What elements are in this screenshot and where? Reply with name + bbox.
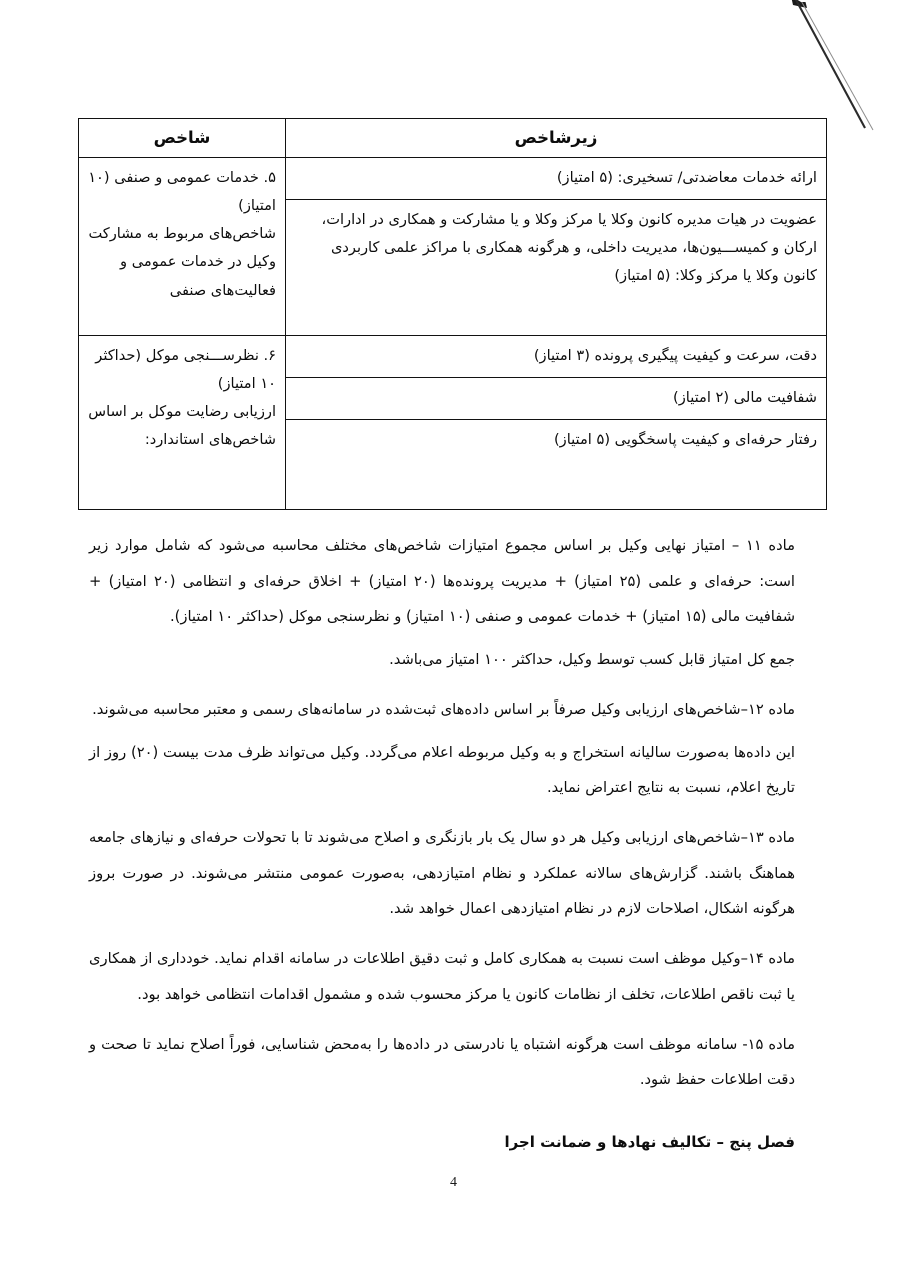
indicator-6-description: ارزیابی رضایت موکل بر اساس شاخص‌های استاندارد:: [88, 403, 276, 449]
article-15-paragraph-1: ماده ۱۵- سامانه موظف است هرگونه اشتباه یا نادرستی در داده‌ها را به‌محض شناسایی، فوراً اصلاح نماید تا صحت و دقت اطلاعات حفظ شود.: [89, 1035, 795, 1089]
column-header-shakhes: شاخص: [79, 119, 286, 158]
indicator-table: [78, 118, 827, 510]
article-body: [89, 528, 795, 1168]
column-header-zirshakhes: زیرشاخص: [286, 119, 827, 158]
indicator-5-title: ۵. خدمات عمومی و صنفی (۱۰ امتیاز): [88, 169, 276, 215]
chapter-5-heading: فصل پنج – تکالیف نهادها و ضمانت اجرا: [504, 1133, 795, 1152]
cell-subindicator-2: عضویت در هیات مدیره کانون وکلا یا مرکز وکلا و یا مشارکت و همکاری در ادارات، ارکان و کمیســـیون‌ها، مدیریت داخلی، و هرگونه همکاری با مراکز علمی کاربردی کانون وکلا یا مرکز وکلا: (۵ امتیاز): [286, 200, 827, 336]
cell-indicator-group-6: [79, 336, 286, 509]
article-12-paragraph-1: ماده ۱۲–شاخص‌های ارزیابی وکیل صرفاً بر اساس داده‌های ثبت‌شده در سامانه‌های رسمی و معتبر محاسبه می‌شوند.: [92, 700, 795, 718]
indicator-5-description: شاخص‌های مربوط به مشارکت وکیل در خدمات عمومی و فعالیت‌های صنفی: [88, 225, 276, 299]
article-12-paragraph-2: این داده‌ها به‌صورت سالیانه استخراج و به وکیل مربوطه اعلام می‌گردد. وکیل می‌تواند ظرف مدت بیست (۲۰) روز از تاریخ اعلام، نسبت به نتایج اعتراض نماید.: [89, 743, 795, 797]
article-14-paragraph-1: ماده ۱۴–وکیل موظف است نسبت به همکاری کامل و ثبت دقیق اطلاعات در سامانه اقدام نماید. خودداری از همکاری یا ثبت ناقص اطلاعات، تخلف از نظامات کانون یا مرکز محسوب شده و مشمول اقدامات انتظامی خواهد بود.: [89, 950, 795, 1003]
table-header-row: [79, 119, 827, 158]
scan-edge-artifact: [747, 0, 907, 131]
article-13-paragraph-1: ماده ۱۳–شاخص‌های ارزیابی وکیل هر دو سال یک بار بازنگری و اصلاح می‌شوند تا با تحولات حرفه‌ای و نیازهای جامعه هماهنگ باشند. گزارش‌های سالانه عملکرد و نظام امتیازدهی، به‌صورت عمومی منتشر می‌شوند. در صورت بروز هرگونه اشکال، اصلاحات لازم در نظام امتیازدهی اعمال خواهد شد.: [89, 829, 796, 918]
cell-subindicator-5: رفتار حرفه‌ای و کیفیت پاسخگویی (۵ امتیاز): [286, 419, 827, 509]
table-row: [79, 158, 827, 200]
table-row: [79, 336, 827, 378]
cell-subindicator-3: دقت، سرعت و کیفیت پیگیری پرونده (۳ امتیاز): [286, 336, 827, 378]
page-number: 4: [450, 1175, 457, 1190]
article-11-paragraph-2: جمع کل امتیاز قابل کسب توسط وکیل، حداکثر ۱۰۰ امتیاز می‌باشد.: [389, 651, 795, 669]
indicator-table-container: [79, 118, 827, 510]
article-11-paragraph-1: ماده ۱۱ – امتیاز نهایی وکیل بر اساس مجموع امتیازات شاخص‌های مختلف محاسبه می‌شود که شامل موارد زیر است: حرفه‌ای و علمی (۲۵ امتیاز) + مدیریت پرونده‌ها (۲۰ امتیاز) + اخلاق حرفه‌ای و انتظامی (۲۰ امتیاز) + شفافیت مالی (۱۵ امتیاز) + خدمات عمومی و صنفی (۱۰ امتیاز) و نظرسنجی موکل (حداکثر ۱۰ امتیاز).: [89, 537, 795, 626]
indicator-6-title: ۶. نظرســـنجی موکل (حداکثر ۱۰ امتیاز): [95, 347, 276, 393]
cell-subindicator-4: شفافیت مالی (۲ امتیاز): [286, 377, 827, 419]
cell-subindicator-1: ارائه خدمات معاضدتی/ تسخیری: (۵ امتیاز): [286, 158, 827, 200]
cell-indicator-group-5: [79, 158, 286, 336]
